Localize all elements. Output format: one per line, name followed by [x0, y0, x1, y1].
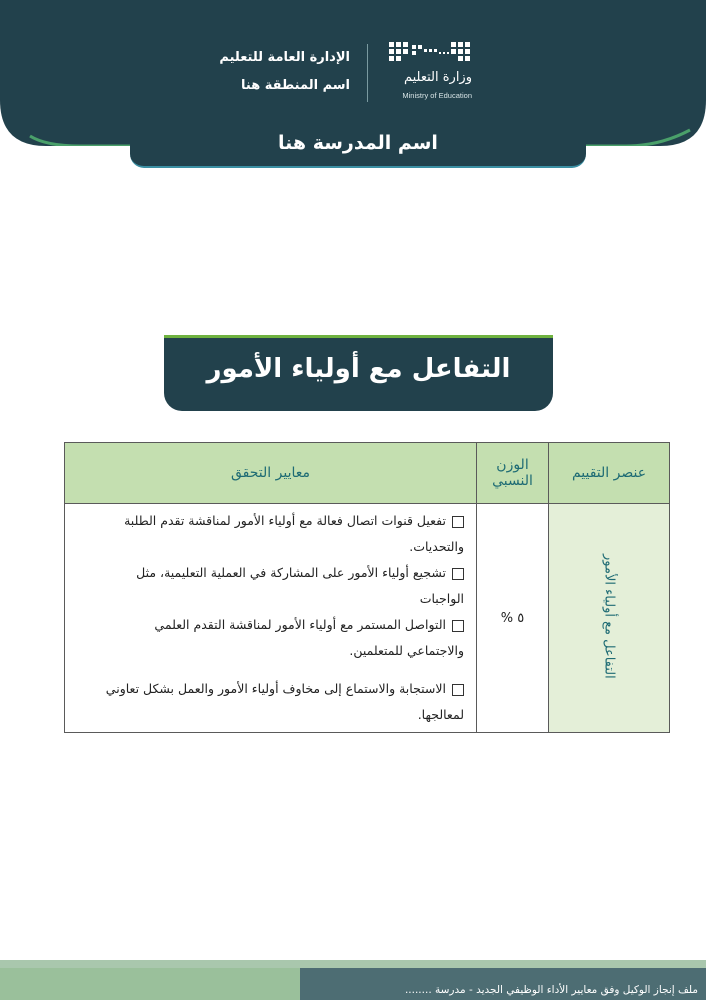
ministry-name-arabic: وزارة التعليم: [403, 70, 472, 85]
footer-band-light: [0, 960, 706, 968]
header-weight: الوزن النسبي: [477, 443, 549, 504]
footer-label-box: [300, 968, 706, 1000]
checkbox[interactable]: [452, 684, 464, 696]
element-label: التفاعل مع أولياء الأمور: [601, 553, 617, 679]
logo-dots-icon: [385, 40, 475, 68]
criteria-text: تشجيع أولياء الأمور على المشاركة في العملية التعليمية، مثل الواجبات: [136, 565, 464, 606]
criteria-item: [105, 612, 464, 664]
ministry-name-english: Ministry of Education: [402, 91, 472, 100]
checkbox[interactable]: [452, 620, 464, 632]
criteria-text: التواصل المستمر مع أولياء الأمور لمناقشة التقدم العلمي والاجتماعي للمتعلمين.: [154, 617, 464, 658]
table-row: [65, 504, 670, 733]
table-header-row: [65, 443, 670, 504]
element-cell: [549, 504, 670, 733]
general-administration-label: الإدارة العامة للتعليم: [219, 50, 350, 65]
criteria-item: [105, 508, 464, 560]
header-divider: [367, 44, 368, 102]
checkbox[interactable]: [452, 516, 464, 528]
criteria-cell: [65, 504, 477, 733]
school-name: اسم المدرسة هنا: [278, 132, 438, 154]
school-name-box: [130, 124, 586, 168]
section-title: التفاعل مع أولياء الأمور: [206, 354, 511, 384]
header-element: عنصر التقييم: [549, 443, 670, 504]
criteria-text: تفعيل قنوات اتصال فعالة مع أولياء الأمور لمناقشة تقدم الطلبة والتحديات.: [124, 513, 464, 554]
footer: [0, 960, 706, 1000]
weight-cell: ٥ %: [477, 504, 549, 733]
footer-text: ملف إنجاز الوكيل وفق معايير الأداء الوظيفي الجديد - مدرسة ........: [404, 984, 698, 996]
criteria-table: [64, 442, 670, 733]
section-title-box: [164, 335, 553, 411]
ministry-logo: [385, 40, 480, 106]
header-criteria: معايير التحقق: [65, 443, 477, 504]
criteria-item: [105, 560, 464, 612]
checkbox[interactable]: [452, 568, 464, 580]
criteria-text: الاستجابة والاستماع إلى مخاوف أولياء الأمور والعمل بشكل تعاوني لمعالجها.: [105, 681, 464, 722]
region-name-label: اسم المنطقة هنا: [241, 78, 350, 93]
criteria-item: [105, 676, 464, 728]
